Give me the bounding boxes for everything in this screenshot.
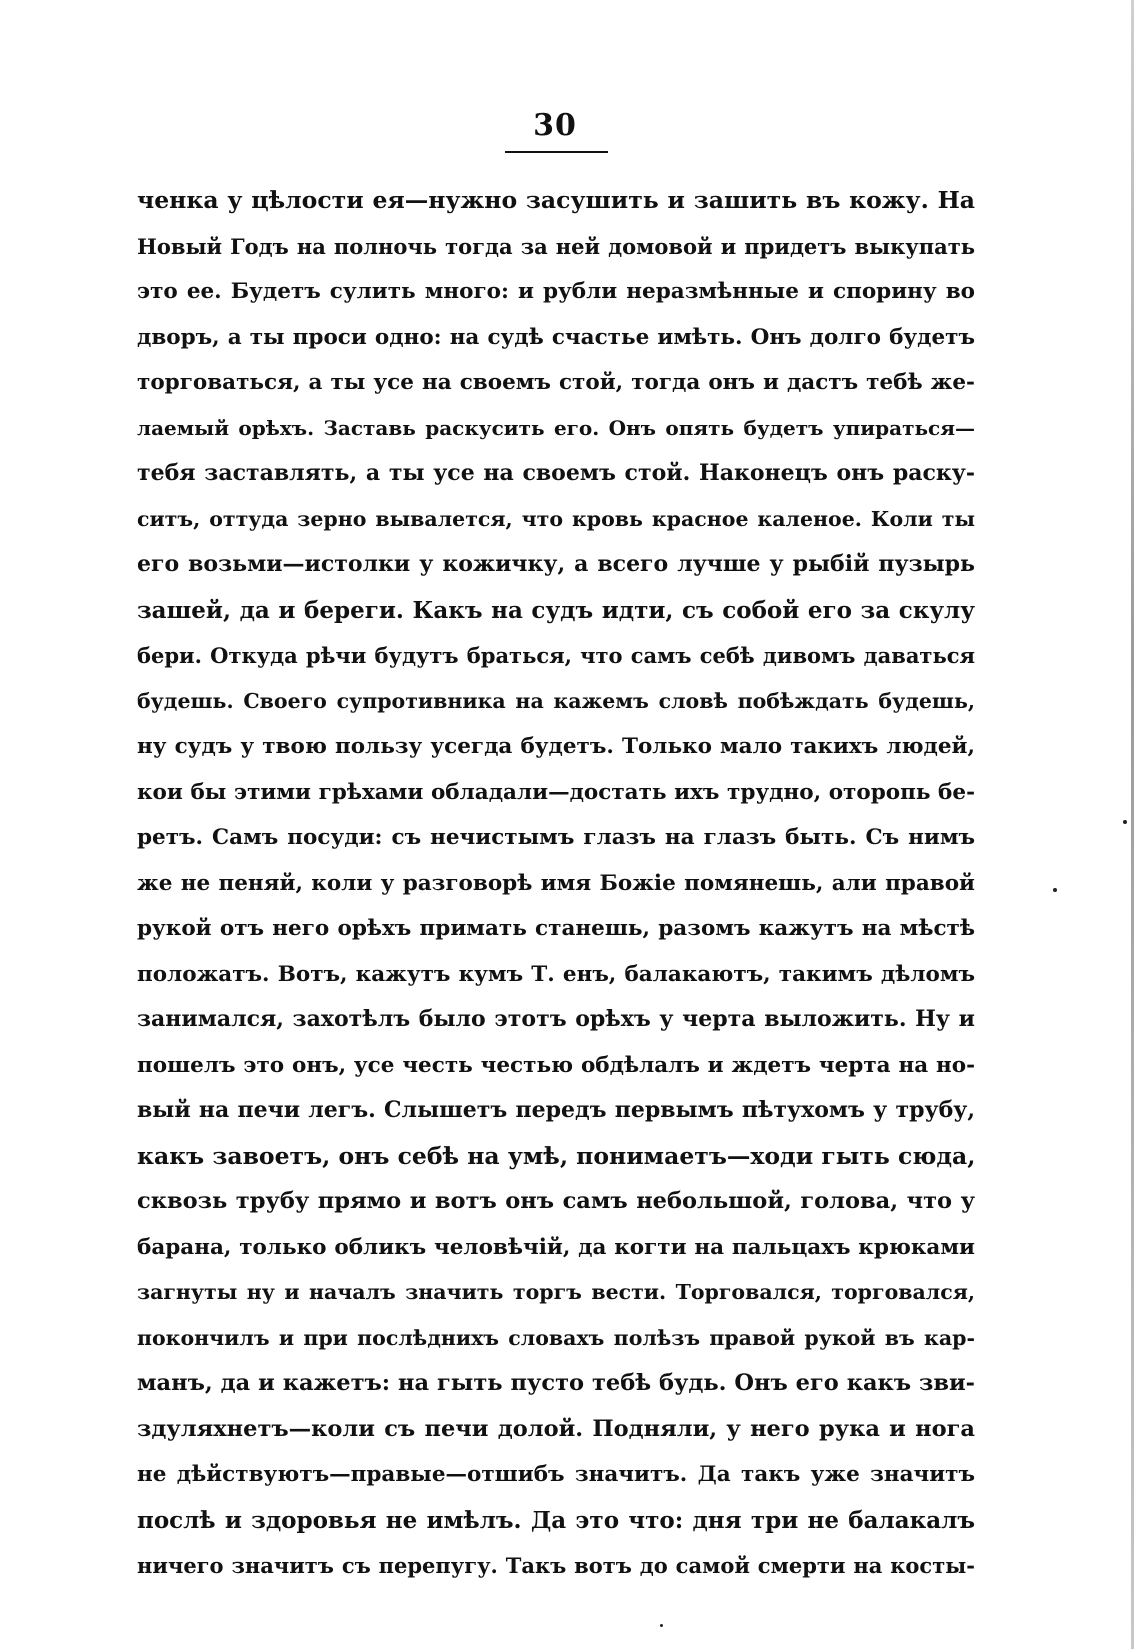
text-line: ничего значитъ съ перепугу. Такъ вотъ до самой смерти на косты- [137, 1553, 975, 1578]
text-line: рукой отъ него орѣхъ примать станешь, разомъ кажутъ на мѣстѣ [137, 916, 975, 941]
text-line: лаемый орѣхъ. Заставь раскусить его. Онъ опять будетъ упираться— [137, 415, 975, 440]
text-line: Новый Годъ на полночь тогда за ней домовой и придетъ выкупать [137, 233, 975, 259]
text-line: послѣ и здоровья не имѣлъ. Да это что: дня три не балакалъ [137, 1506, 975, 1534]
page-edge-shadow [1131, 0, 1134, 1649]
text-line: не дѣйствуютъ—правые—отшибъ значитъ. Да такъ уже значитъ [137, 1462, 975, 1487]
text-line: вый на печи легъ. Слышетъ передъ первымъ пѣтухомъ у трубу, [137, 1097, 975, 1123]
text-line: барана, только обликъ человѣчій, да когти на пальцахъ крюками [137, 1234, 975, 1260]
text-line: зашей, да и береги. Какъ на судъ идти, съ собой его за скулу [137, 596, 975, 624]
text-line: сквозь трубу прямо и вотъ онъ самъ небольшой, голова, что у [137, 1188, 975, 1214]
text-line: ситъ, оттуда зерно вывалется, что кровь красное каленое. Коли ты [137, 506, 975, 531]
text-line: положатъ. Вотъ, кажутъ кумъ Т. енъ, балакаютъ, такимъ дѣломъ [137, 961, 975, 987]
body-text [137, 178, 975, 1589]
text-line: манъ, да и кажетъ: на гыть пусто тебѣ будь. Онъ его какъ зви- [137, 1370, 975, 1396]
text-line: занимался, захотѣлъ было этотъ орѣхъ у черта выложить. Ну и [137, 1006, 975, 1032]
page-number-rule [505, 151, 608, 153]
text-line: кои бы этими грѣхами обладали—достать ихъ трудно, оторопь бе- [137, 779, 975, 805]
text-line: же не пеняй, коли у разговорѣ имя Божіе помянешь, али правой [137, 870, 975, 896]
text-line: его возьми—истолки у кожичку, а всего лучше у рыбій пузырь [137, 551, 975, 577]
text-line: пошелъ это онъ, усе честь честью обдѣлалъ и ждетъ черта на но- [137, 1052, 975, 1078]
text-line: ну судъ у твою пользу усегда будетъ. Только мало такихъ людей, [137, 734, 975, 759]
text-line: какъ завоетъ, онъ себѣ на умѣ, понимаетъ—ходи гыть сюда, [137, 1141, 975, 1170]
text-line: бери. Откуда рѣчи будутъ браться, что самъ себѣ дивомъ даваться [137, 643, 975, 668]
text-line: ретъ. Самъ посуди: съ нечистымъ глазъ на глазъ быть. Съ нимъ [137, 825, 975, 850]
text-line: ченка у цѣлости ея—нужно засушить и зашить въ кожу. На [137, 186, 975, 214]
scan-speck [1053, 888, 1057, 892]
text-line: покончилъ и при послѣднихъ словахъ полѣзъ правой рукой въ кар- [137, 1325, 975, 1350]
text-line: это ее. Будетъ сулить много: и рубли неразмѣнные и спорину во [137, 279, 975, 304]
text-line: торговаться, а ты усе на своемъ стой, тогда онъ и дастъ тебѣ же- [137, 370, 975, 395]
text-line: будешь. Своего супротивника на кажемъ словѣ побѣждать будешь, [137, 688, 975, 713]
scan-speck [660, 1624, 663, 1627]
text-line: тебя заставлять, а ты усе на своемъ стой. Наконецъ онъ раску- [137, 460, 975, 486]
text-line: здуляхнетъ—коли съ печи долой. Подняли, у него рука и нога [137, 1415, 975, 1442]
scan-speck [1123, 820, 1127, 824]
page-number: 30 [533, 108, 577, 143]
text-line: загнуты ну и началъ значить торгъ вести. Торговался, торговался, [137, 1280, 975, 1304]
text-line: дворъ, а ты проси одно: на судѣ счастье имѣть. Онъ долго будетъ [137, 324, 975, 350]
